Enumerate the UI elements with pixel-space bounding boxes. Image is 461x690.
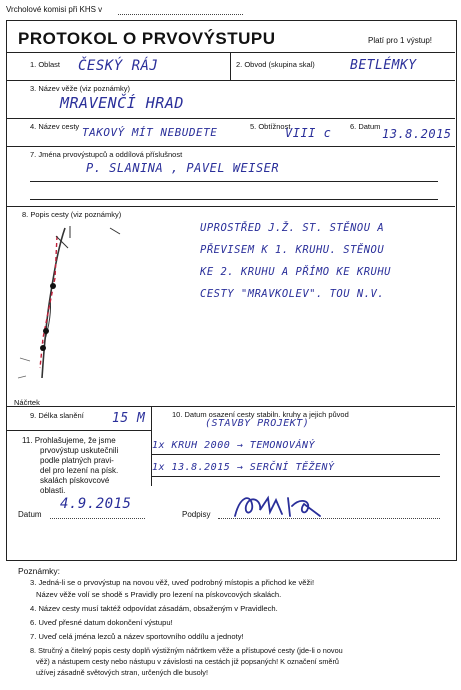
prohlaseni-5: skalách pískovcové xyxy=(40,476,110,485)
delka-value[interactable]: 15 M xyxy=(112,411,146,426)
route-sketch xyxy=(10,218,190,398)
top-note-dots xyxy=(118,14,243,15)
obtiznost-label: 5. Obtížnost xyxy=(250,122,291,131)
osazeni-label: 10. Datum osazení cesty stabiln. kruhy a jejich původ xyxy=(172,410,349,419)
row8-rule xyxy=(6,406,455,407)
popis-line-3[interactable]: KE 2. KRUHU A PŘÍMO KE KRUHU xyxy=(200,266,392,278)
jmena-label: 7. Jména prvovýstupců a oddílová příslušnost xyxy=(30,150,183,159)
top-note: Vrcholové komisi při KHS v xyxy=(6,5,103,14)
jmena-line2 xyxy=(30,199,438,200)
datum-signed-dots xyxy=(50,518,145,519)
popis-line-4[interactable]: CESTY "MRAVKOLEV". TOU N.V. xyxy=(200,288,385,300)
datum-signed-value[interactable]: 4.9.2015 xyxy=(60,496,132,512)
oblast-label: 1. Oblast xyxy=(30,60,61,69)
poznamka-1: 3. Jedná-li se o prvovýstup na novou věž, uveď podrobný místopis a přichod ke věži! xyxy=(30,578,315,587)
poznamka-5: 7. Uveď celá jména lezců a název sportovního oddílu a jednoty! xyxy=(30,632,244,641)
datum-value[interactable]: 13.8.2015 xyxy=(382,127,452,141)
page-title: PROTOKOL O PRVOVÝSTUPU xyxy=(18,29,276,48)
nazev-cesty-value[interactable]: TAKOVÝ MÍT NEBUDETE xyxy=(82,126,218,139)
popis-line-1[interactable]: UPROSTŘED J.Ž. ST. STĚNOU A xyxy=(200,222,385,234)
osazeni-line-1 xyxy=(152,454,440,455)
row3-rule xyxy=(6,118,455,119)
row1-divider xyxy=(230,52,231,80)
row4-rule xyxy=(6,146,455,147)
poznamka-8: užívej zásadně světových stran, určených dle busoly! xyxy=(36,668,208,677)
osazeni-row-2[interactable]: 1x 13.8.2015 → SERČNÍ TĚŽENÝ xyxy=(152,462,335,473)
poznamka-2: Název věže volí se shodě s Pravidly pro lezení na pískovcových skalách. xyxy=(36,590,282,599)
osazeni-line-2 xyxy=(152,476,440,477)
row7-rule xyxy=(6,206,455,207)
popis-label: 8. Popis cesty (viz poznámky) xyxy=(22,210,122,219)
valid-note: Platí pro 1 výstup! xyxy=(368,36,433,45)
datum-signed-label: Datum xyxy=(18,510,42,519)
nazev-cesty-label: 4. Název cesty xyxy=(30,122,80,131)
obtiznost-value[interactable]: VIII c xyxy=(285,126,332,140)
obvod-label: 2. Obvod (skupina skal) xyxy=(236,60,315,69)
popis-line-2[interactable]: PŘEVISEM K 1. KRUHU. STĚNOU xyxy=(200,244,385,256)
poznamka-3: 4. Název cesty musí taktéž odpovídat zásadám, obsaženým v Pravidlech. xyxy=(30,604,278,613)
delka-label: 9. Délka slanění xyxy=(30,411,84,420)
obvod-value[interactable]: BETLÉMKY xyxy=(350,58,417,73)
row1-rule xyxy=(6,80,455,81)
poznamka-4: 6. Uveď přesné datum dokončení výstupu! xyxy=(30,618,173,627)
prohlaseni-6: oblasti. xyxy=(40,486,66,495)
nazev-veze-value[interactable]: MRAVENČÍ HRAD xyxy=(60,94,184,112)
poznamka-7: věž) a nástupem cesty nebo nástupu v závislosti na cestách již popsaných! K označení směrů xyxy=(36,657,339,666)
osazeni-row-1[interactable]: 1x KRUH 2000 → TEMONOVÁNÝ xyxy=(152,440,316,451)
nazev-veze-label: 3. Název věže (viz poznámky) xyxy=(30,84,131,93)
prohlaseni-1: 11. Prohlašujeme, že jsme xyxy=(22,436,116,445)
prohlaseni-3: podle platných pravi- xyxy=(40,456,114,465)
prohlaseni-4: del pro lezení na písk. xyxy=(40,466,119,475)
row9-rule xyxy=(6,430,151,431)
signature xyxy=(230,486,340,526)
prohlaseni-2: prvovýstup uskutečnili xyxy=(40,446,119,455)
nacrtek-label: Náčrtek xyxy=(14,398,40,407)
podpisy-label: Podpisy xyxy=(182,510,211,519)
datum-label: 6. Datum xyxy=(350,122,381,131)
jmena-value[interactable]: P. SLANINA , PAVEL WEISER xyxy=(86,161,280,175)
poznamka-6: 8. Stručný a čitelný popis cesty doplň výstižným náčrtkem věže a přístupové cesty (jde-li o novou xyxy=(30,646,343,655)
osazeni-note[interactable]: (STAVBY PROJEKT) xyxy=(205,418,310,429)
poznamky-title: Poznámky: xyxy=(18,566,61,576)
oblast-value[interactable]: ČESKÝ RÁJ xyxy=(78,58,159,74)
jmena-line1 xyxy=(30,181,438,182)
